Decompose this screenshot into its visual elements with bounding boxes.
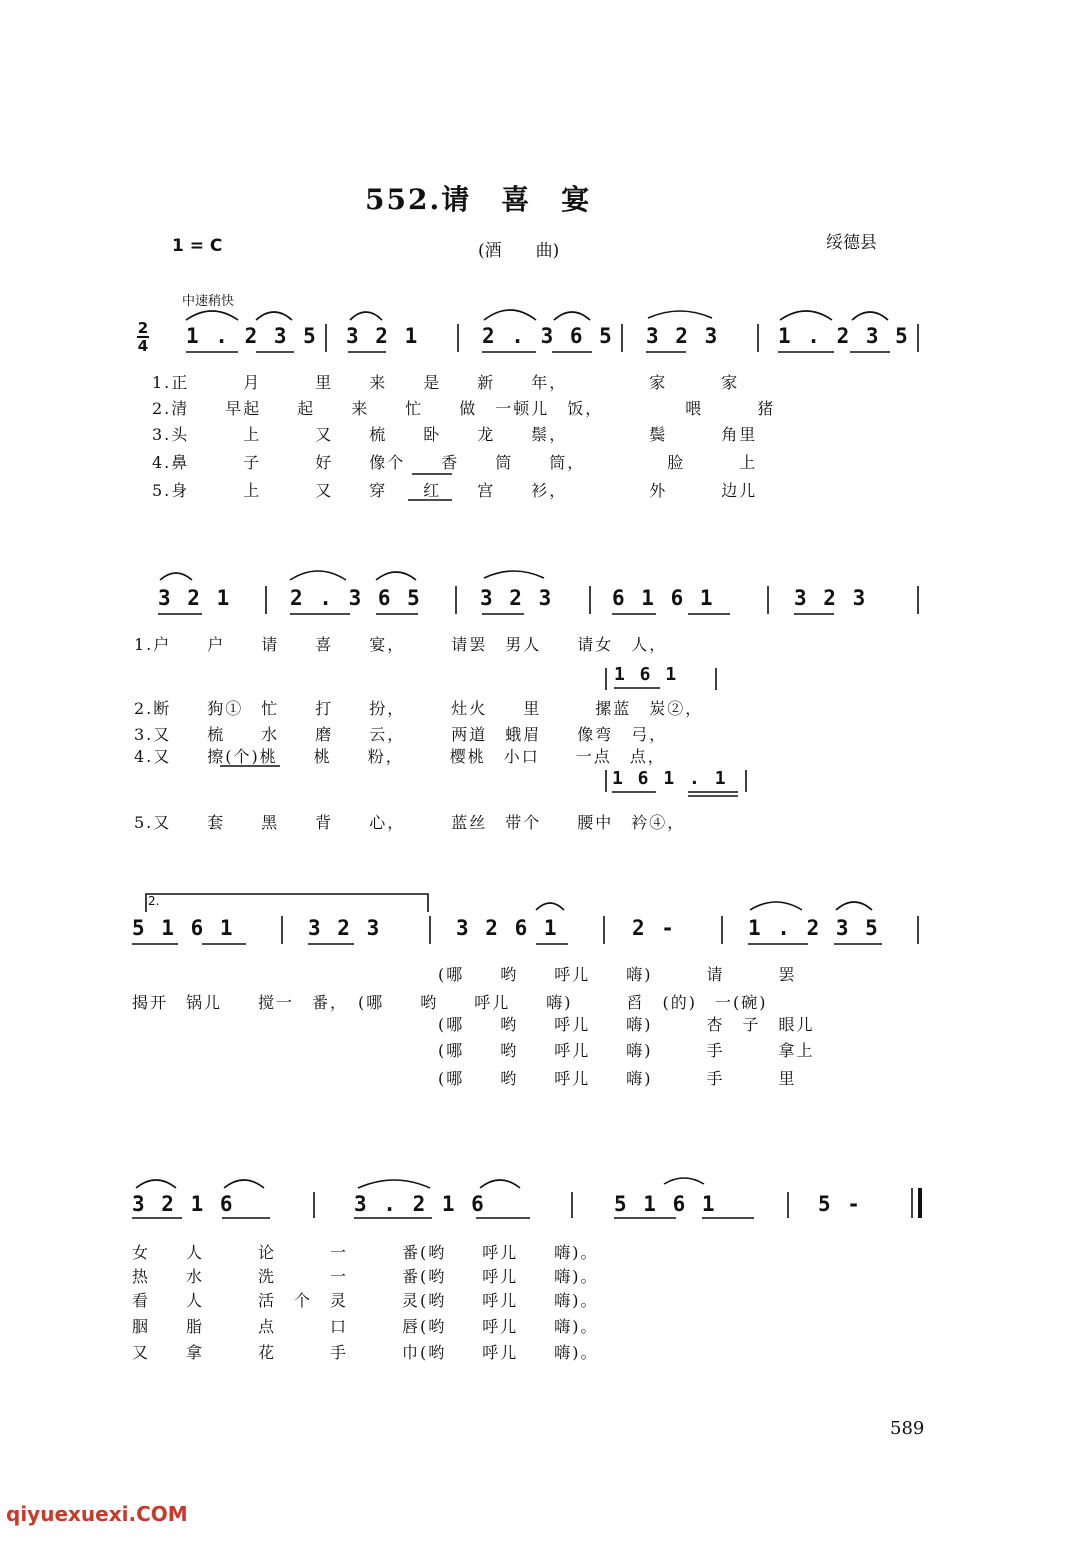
lyric-line: 胭 脂 点 口 唇(哟 呼儿 嗨)。 [132, 1317, 599, 1336]
lyric-line: (哪 哟 呼儿 嗨) 手 里 [438, 1069, 797, 1088]
volta-label: 2. [148, 894, 160, 908]
measure-notes: 3 2 3 [480, 586, 552, 610]
system-4-slurs [136, 1178, 704, 1188]
lyric-line: 热 水 洗 一 番(哟 呼儿 嗨)。 [132, 1267, 599, 1286]
page-number: 589 [890, 1418, 925, 1439]
key-signature: 1 = C [172, 236, 223, 256]
lyric-line: (哪 哟 呼儿 嗨) 杏 子 眼儿 [438, 1015, 815, 1034]
measure-notes: 2 . 3 6 5 [290, 586, 420, 610]
lyric-line: 2.清 早起 起 来 忙 做 一顿儿 饭， 喂 猪 [152, 399, 776, 418]
measure-notes: 3 2 1 [158, 586, 230, 610]
tempo-marking: 中速稍快 [182, 294, 235, 309]
lyric-line: 5.身 上 又 穿 红 宫 衫， 外 边儿 [152, 481, 758, 500]
system-3-slurs [536, 902, 872, 910]
lyric-line: 女 人 论 一 番(哟 呼儿 嗨)。 [132, 1243, 599, 1262]
lyric-line: 5.又 套 黑 背 心， 蓝丝 带个 腰中 衿④， [134, 813, 686, 832]
measure-notes: 5 1 6 1 [614, 1192, 715, 1216]
volta-bracket [146, 894, 428, 912]
lyric-line: 1.正 月 里 来 是 新 年， 家 家 [152, 373, 740, 392]
measure-notes: 3 2 3 [646, 324, 718, 348]
measure-notes: 1 . 2 3 5 [778, 324, 908, 348]
measure-notes: 6 1 6 1 [612, 586, 713, 610]
alternate-notes: 1 6 1 [614, 664, 677, 685]
measure-notes: 3 2 3 [308, 916, 380, 940]
measure-notes: 1 . 2 3 5 [186, 324, 316, 348]
measure-notes: 5 1 6 1 [132, 916, 233, 940]
measure-notes: 1 . 2 3 5 [748, 916, 878, 940]
measure-notes: 3 2 1 [346, 324, 418, 348]
lyric-line: 揭开 锅儿 搅一 番， (哪 哟 呼儿 嗨) 舀 (的) 一(碗) [132, 993, 768, 1012]
genre-label: (酒 曲) [478, 241, 560, 261]
lyric-line: (哪 哟 呼儿 嗨) 手 拿上 [438, 1041, 815, 1060]
measure-notes: 3 . 2 1 6 [354, 1192, 484, 1216]
watermark: qiyuexuexi.COM [6, 1502, 188, 1526]
measure-notes: 3 2 3 [794, 586, 866, 610]
lyric-line: 4.又 擦(个)桃 桃 粉， 樱桃 小口 一点 点， [134, 747, 666, 766]
measure-notes: 5 - [818, 1192, 860, 1216]
measure-notes: 2 . 3 6 5 [482, 324, 612, 348]
time-signature-top: 2 [137, 319, 149, 337]
lyric-line: 3.又 梳 水 磨 云， 两道 蛾眉 像弯 弓， [134, 725, 668, 744]
measure-notes: 2 - [632, 916, 674, 940]
song-title: 552.请 喜 宴 [365, 183, 592, 216]
alternate-notes: 1 6 1 . 1 [612, 768, 726, 789]
system-1-slurs [186, 310, 888, 320]
time-signature [137, 320, 149, 354]
measure-notes: 3 2 1 6 [132, 1192, 233, 1216]
lyric-line: 1.户 户 请 喜 宴， 请罢 男人 请女 人， [134, 635, 668, 654]
region-label: 绥德县 [826, 233, 877, 253]
lyric-line: 2.断 狗① 忙 打 扮， 灶火 里 摞蓝 炭②， [134, 699, 704, 718]
lyric-line: 看 人 活 个 灵 灵(哟 呼儿 嗨)。 [132, 1291, 599, 1310]
lyric-line: 4.鼻 子 好 像个 香 筒 筒， 脸 上 [152, 453, 758, 472]
system-2-slurs [160, 571, 544, 580]
lyric-line: 又 拿 花 手 巾(哟 呼儿 嗨)。 [132, 1343, 599, 1362]
lyric-line: 3.头 上 又 梳 卧 龙 鬃， 鬓 角里 [152, 425, 758, 444]
time-signature-bottom: 4 [137, 337, 149, 355]
lyric-line: (哪 哟 呼儿 嗨) 请 罢 [438, 965, 797, 984]
measure-notes: 3 2 6 1 [456, 916, 557, 940]
